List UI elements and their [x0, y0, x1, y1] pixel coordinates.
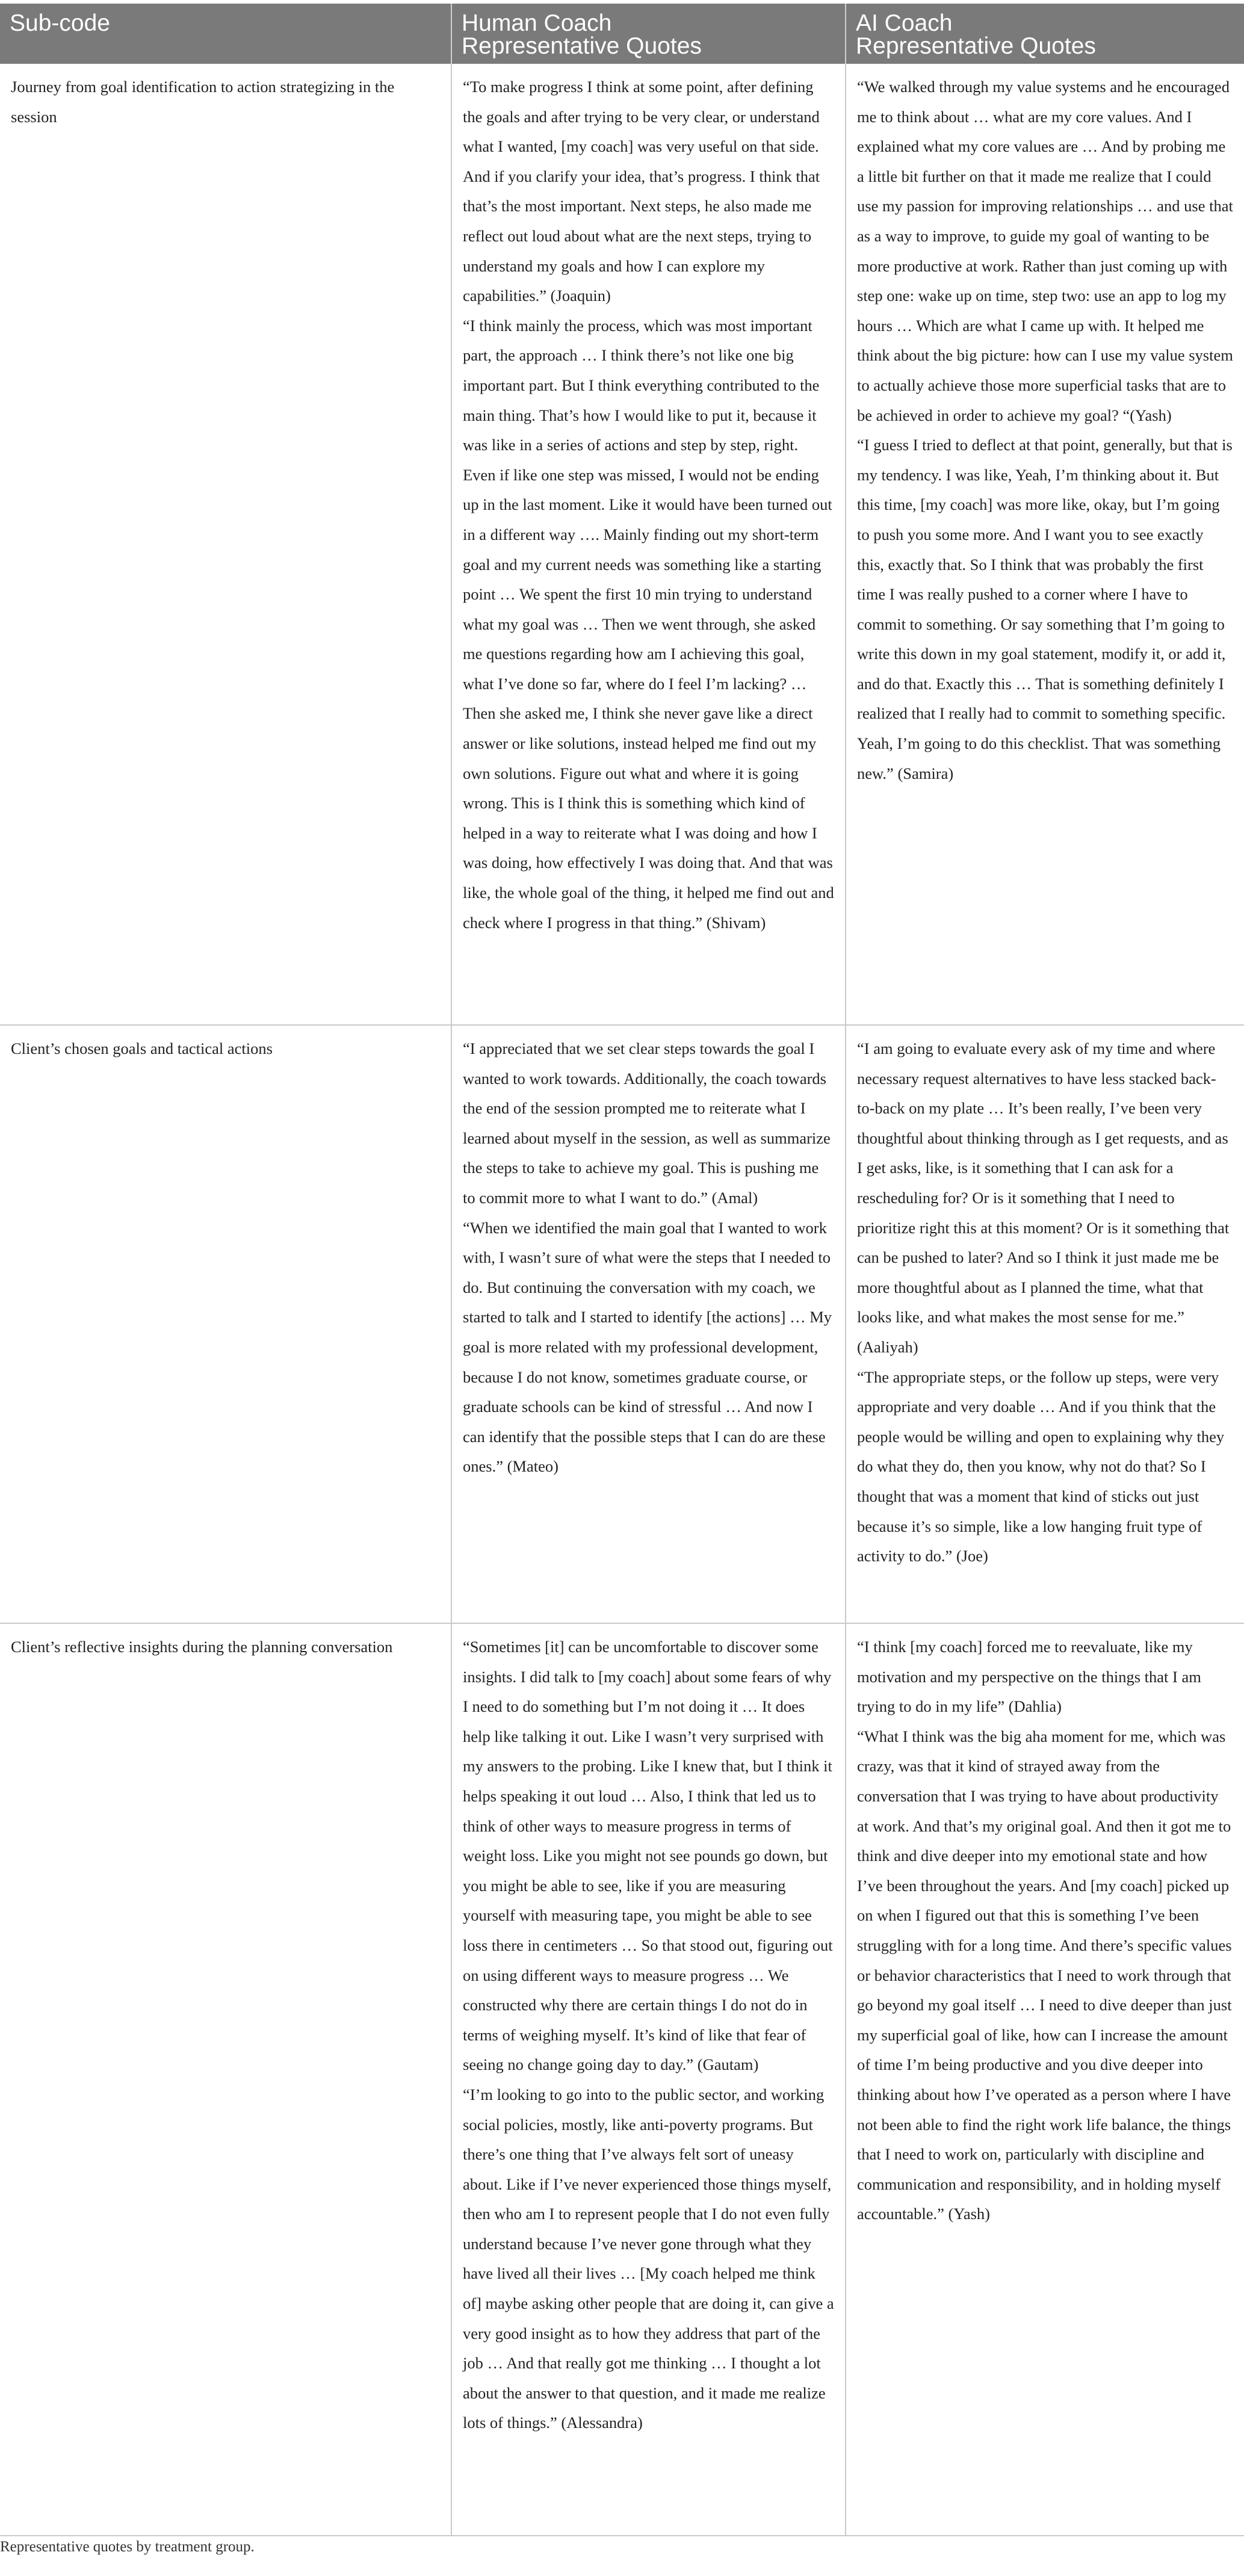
- quotes-table: [0, 4, 1244, 2536]
- subcode-label: Client’s reflective insights during the planning conversation: [11, 1638, 393, 1656]
- table-header: [0, 4, 1244, 64]
- ai-quote: “I think [my coach] forced me to reevaluate, like my motivation and my perspective on the things that I am trying to do in my life” (Dahlia): [857, 1638, 1201, 1716]
- subcode-cell: [0, 1623, 451, 2536]
- ai-quotes-cell: [846, 1623, 1244, 2536]
- subcode-label: Client’s chosen goals and tactical actions: [11, 1039, 273, 1057]
- header-row: [0, 4, 1244, 64]
- subcode-cell: [0, 1025, 451, 1623]
- header-human-coach-label: Human Coach Representative Quotes: [462, 10, 702, 59]
- ai-quote: “The appropriate steps, or the follow up steps, were very appropriate and very doable … And if you think that the people would be willing and open to explaining why they do what they do, then you know, why not do that? So I thought that was a moment that kind of sticks out just because it’s so simple, like a low hanging fruit type of activity to do.” (Joe): [857, 1367, 1225, 1565]
- table-caption: Representative quotes by treatment group.: [0, 2539, 255, 2555]
- header-subcode-label: Sub-code: [10, 10, 110, 36]
- human-quote: “I think mainly the process, which was most important part, the approach … I think there’s not like one big important part. But I think everything contributed to the main thing. That’s how I would like to put it, because it was like in a series of actions and step by step, right. Even if like one step was missed, I would not be ending up in the last moment. Like it would have been turned out in a different way …. Mainly finding out my short-term goal and my current needs was something like a starting point … We spent the first 10 min trying to understand what my goal was … Then we went through, she asked me questions regarding how am I achieving this goal, what I’ve done so far, where do I feel I’m lacking? … Then she asked me, I think she never gave like a direct answer or like solutions, instead helped me find out my own solutions. Figure out what and where it is going wrong. This is I think this is something which kind of helped in a way to reiterate what I was doing and how I was doing, how effectively I was doing that. And that was like, the whole goal of the thing, it helped me find out and check where I progress in that thing.” (Shivam): [463, 316, 834, 932]
- human-quote: “When we identified the main goal that I wanted to work with, I wasn’t sure of what were the steps that I needed to do. But continuing the conversation with my coach, we started to talk and I started to identify [the actions] … My goal is more related with my professional development, because I do not know, sometimes graduate course, or graduate schools can be kind of stressful … And now I can identify that the possible steps that I can do are these ones.” (Mateo): [463, 1218, 832, 1476]
- ai-quote: “I am going to evaluate every ask of my time and where necessary request alternatives to have less stacked back-to-back on my plate … It’s been really, I’ve been very thoughtful about thinking through as I get requests, and as I get asks, like, is it something that I can ask for a rescheduling for? Or is it something that I need to prioritize right this at this moment? Or is it something that can be pushed to later? And so I think it just made me be more thoughtful about as I planned the time, what that looks like, and what makes the most sense for me.” (Aaliyah): [857, 1039, 1230, 1356]
- human-quotes-cell: [451, 1025, 846, 1623]
- header-ai-coach: [846, 4, 1244, 64]
- human-quote: “I’m looking to go into to the public sector, and working social policies, mostly, like anti-poverty programs. But there’s one thing that I’ve always felt sort of uneasy about. Like if I’ve never experienced those things myself, then who am I to represent people that I do not even fully understand because I’ve never gone through what they have lived all their lives … [My coach helped me think of] maybe asking other people that are doing it, can give a very good insight as to how they address that part of the job … And that really got me thinking … I thought a lot about the answer to that question, and it made me realize lots of things.” (Alessandra): [463, 2085, 834, 2432]
- header-subcode: [0, 4, 451, 64]
- header-ai-coach-label: AI Coach Representative Quotes: [856, 10, 1096, 59]
- ai-quote: “I guess I tried to deflect at that point, generally, but that is my tendency. I was like, Yeah, I’m thinking about it. But this time, [my coach] was more like, okay, but I’m going to push you some more. And I want you to see exactly this, exactly that. So I think that was probably the first time I was really pushed to a corner where I have to commit to something. Or say something that I’m going to write this down in my goal statement, modify it, or add it, and do that. Exactly this … That is something definitely I realized that I really had to commit to something specific. Yeah, I’m going to do this checklist. That was something new.” (Samira): [857, 436, 1233, 782]
- ai-quote: “What I think was the big aha moment for me, which was crazy, was that it kind of strayed away from the conversation that I was trying to have about productivity at work. And that’s my original goal. And then it got me to think and dive deeper into my emotional state and how I’ve been throughout the years. And [my coach] picked up on when I figured out that this is something I’ve been struggling with for a long time. And there’s specific values or behavior characteristics that I need to work through that go beyond my goal itself … I need to dive deeper than just my superficial goal of like, how can I increase the amount of time I’m being productive and you dive deeper into thinking about how I’ve operated as a person where I have not been able to find the right work life balance, the things that I need to work on, particularly with discipline and communication and responsibility, and in holding myself accountable.” (Yash): [857, 1727, 1232, 2223]
- human-quote: “Sometimes [it] can be uncomfortable to discover some insights. I did talk to [my coach] about some fears of why I need to do something but I’m not doing it … It does help like talking it out. Like I wasn’t very surprised with my answers to the probing. Like I knew that, but I think it helps speaking it out loud … Also, I think that led us to think of other ways to measure progress in terms of weight loss. Like you might not see pounds go down, but you might be able to see, like if you are measuring yourself with measuring tape, you might be able to see loss there in centimeters … So that stood out, figuring out on using different ways to measure progress … We constructed why there are certain things I do not do in terms of weighing myself. It’s kind of like that fear of seeing no change going day to day.” (Gautam): [463, 1638, 833, 2074]
- ai-quotes-cell: [846, 64, 1244, 1025]
- human-quote: “To make progress I think at some point, after defining the goals and after trying to be very clear, or understand what I wanted, [my coach] was very useful on that side. And if you clarify your idea, that’s progress. I think that that’s the most important. Next steps, he also made me reflect out loud about what are the next steps, trying to understand my goals and how I can explore my capabilities.” (Joaquin): [463, 78, 820, 305]
- human-quote: “I appreciated that we set clear steps towards the goal I wanted to work towards. Additionally, the coach towards the end of the session prompted me to reiterate what I learned about myself in the session, as well as summarize the steps to take to achieve my goal. This is pushing me to commit more to what I want to do.” (Amal): [463, 1039, 831, 1207]
- human-quotes-cell: [451, 64, 846, 1025]
- table-body: [0, 64, 1244, 2536]
- human-quotes-cell: [451, 1623, 846, 2536]
- ai-quotes-cell: [846, 1025, 1244, 1623]
- header-human-coach: [451, 4, 846, 64]
- subcode-label: Journey from goal identification to action strategizing in the session: [11, 78, 395, 126]
- table-row: [0, 64, 1244, 1025]
- table-row: [0, 1025, 1244, 1623]
- ai-quote: “We walked through my value systems and he encouraged me to think about … what are my core values. And I explained what my core values are … And by probing me a little bit further on that it made me realize that I could use my passion for improving relationships … and use that as a way to improve, to guide my goal of wanting to be more productive at work. Rather than just coming up with step one: wake up on time, step two: use an app to log my hours … Which are what I came up with. It helped me think about the big picture: how can I use my value system to actually achieve those more superficial tasks that are to be achieved in order to achieve my goal? “(Yash): [857, 78, 1233, 424]
- subcode-cell: [0, 64, 451, 1025]
- table-row: [0, 1623, 1244, 2536]
